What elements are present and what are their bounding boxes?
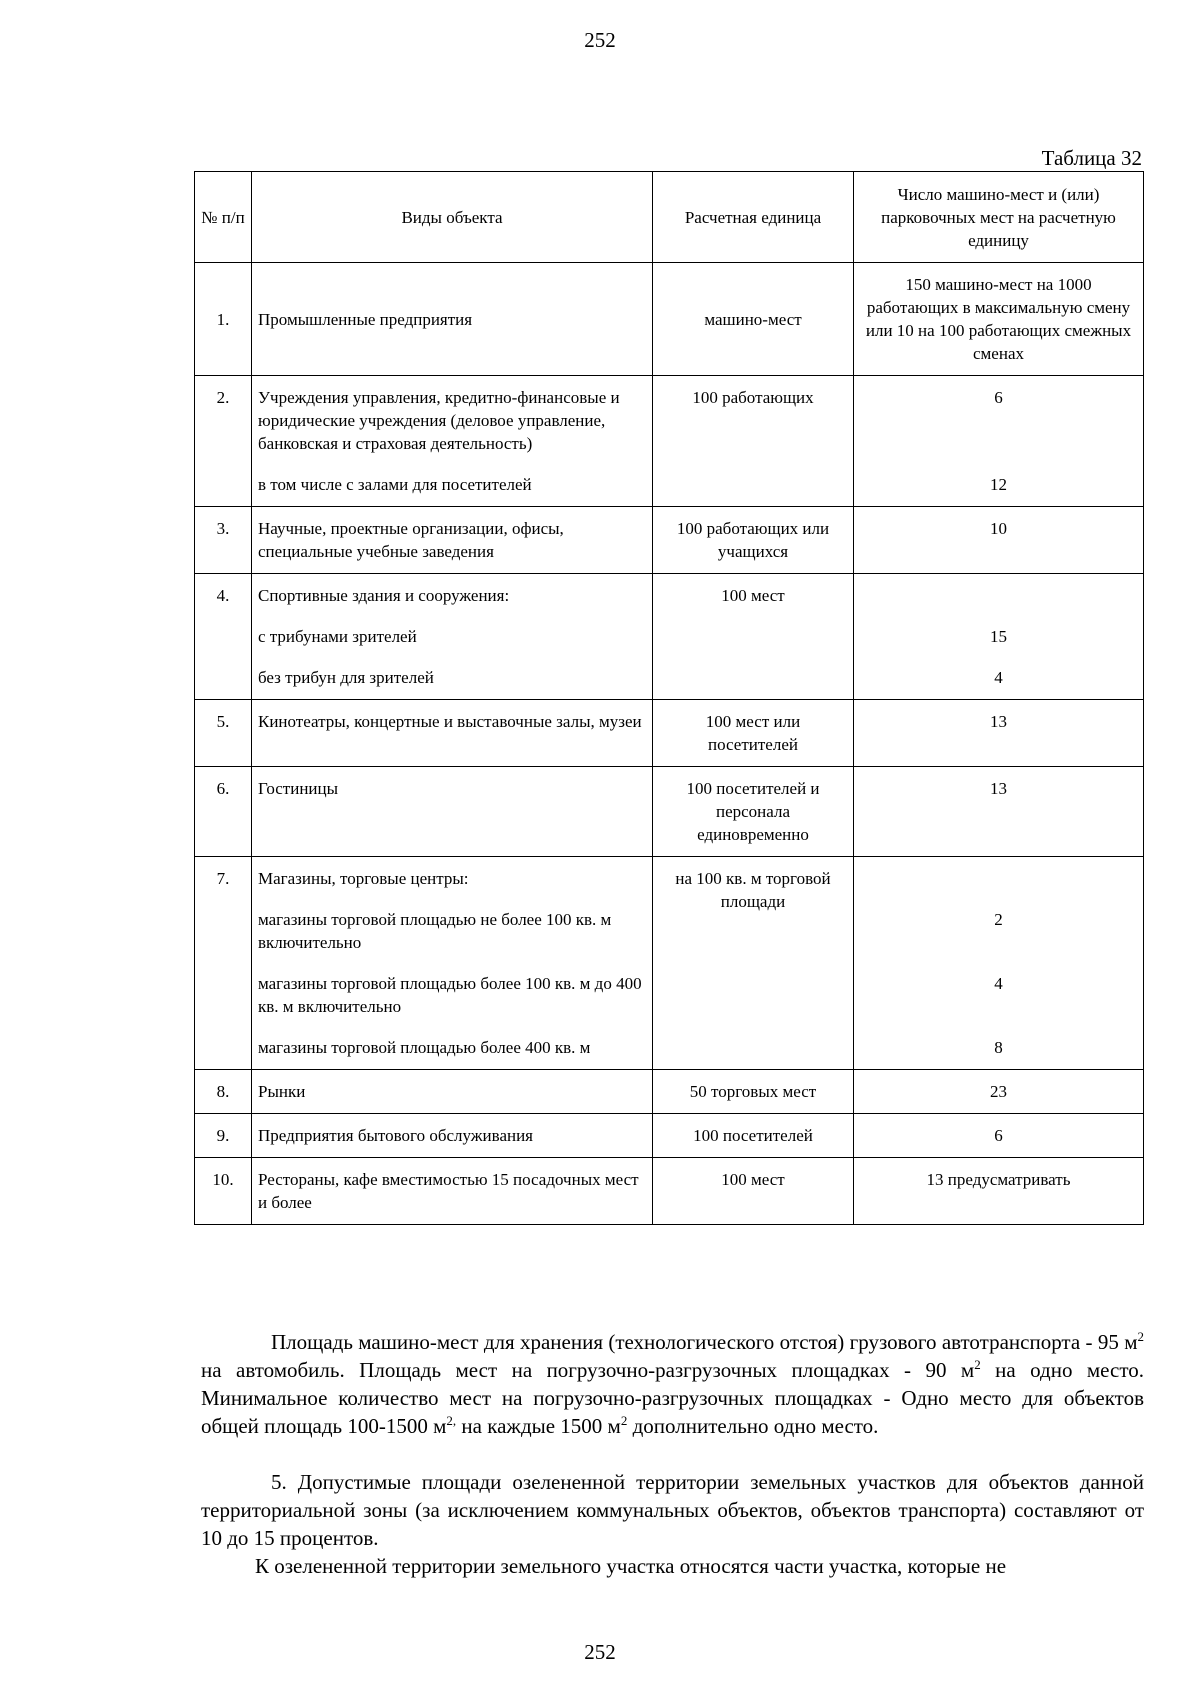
object-type bbox=[252, 767, 653, 857]
object-type-line: магазины торговой площадью более 100 кв. м до 400 кв. м включительно bbox=[258, 974, 642, 1016]
p1-part-d: на каждые 1500 м bbox=[456, 1414, 621, 1438]
object-type bbox=[252, 507, 653, 574]
table-row bbox=[195, 1070, 1144, 1114]
object-type-line: Научные, проектные организации, офисы, специальные учебные заведения bbox=[258, 519, 564, 561]
sup-4: 2 bbox=[620, 1413, 628, 1428]
row-number: 1. bbox=[195, 263, 252, 376]
object-type-line: Гостиницы bbox=[258, 779, 339, 798]
row-number: 2. bbox=[195, 376, 252, 507]
parking-table bbox=[194, 171, 1144, 1225]
p1-part-c: на одно место. Минимальное количество мест на погрузочно-разгрузочных площадках - Одно место для объектов общей площадь 100-1500 м bbox=[201, 1358, 1145, 1438]
object-type-line: в том числе с залами для посетителей bbox=[258, 475, 532, 494]
parking-count bbox=[854, 376, 1144, 507]
parking-count-line: 2 bbox=[994, 910, 1003, 929]
parking-count-line: 150 машино-мест на 1000 работающих в максимальную смену или 10 на 100 работающих смежных сменах bbox=[865, 275, 1132, 363]
parking-count bbox=[854, 1114, 1144, 1158]
parking-count-line bbox=[860, 584, 1137, 607]
parking-count-line bbox=[860, 867, 1137, 890]
paragraph-truck-parking bbox=[201, 1328, 1144, 1440]
table-row bbox=[195, 1158, 1144, 1225]
calc-unit-text: 50 торговых мест bbox=[689, 1082, 817, 1101]
p1-part-e: дополнительно одно место. bbox=[627, 1414, 879, 1438]
calc-unit bbox=[653, 1070, 854, 1114]
table-body bbox=[195, 263, 1144, 1225]
table-row bbox=[195, 700, 1144, 767]
table-row bbox=[195, 507, 1144, 574]
page-number-top: 252 bbox=[584, 28, 616, 52]
calc-unit-text: 100 работающих или учащихся bbox=[676, 519, 830, 561]
row-number: 10. bbox=[195, 1158, 252, 1225]
calc-unit bbox=[653, 507, 854, 574]
calc-unit-text: 100 мест bbox=[721, 1170, 785, 1189]
calc-unit-text: 100 работающих bbox=[692, 388, 814, 407]
header-count: Число машино-мест и (или) парковочных мест на расчетную единицу bbox=[854, 172, 1144, 263]
object-type-line: Рынки bbox=[258, 1082, 306, 1101]
object-type-line: Магазины, торговые центры: bbox=[258, 869, 469, 888]
parking-count-line: 6 bbox=[994, 388, 1003, 407]
calc-unit-text: 100 посетителей и персонала единовременно bbox=[686, 779, 820, 844]
parking-count bbox=[854, 857, 1144, 1070]
object-type bbox=[252, 263, 653, 376]
p1-part-a: Площадь машино-мест для хранения (технологического отстоя) грузового автотранспорта - 95 м bbox=[271, 1330, 1138, 1354]
object-type bbox=[252, 376, 653, 507]
calc-unit bbox=[653, 263, 854, 376]
header-num: № п/п bbox=[195, 172, 252, 263]
header-unit: Расчетная единица bbox=[653, 172, 854, 263]
paragraph-green-territory: К озелененной территории земельного участка относятся части участка, которые не bbox=[255, 1554, 1007, 1578]
object-type-line: Предприятия бытового обслуживания bbox=[258, 1126, 534, 1145]
calc-unit bbox=[653, 700, 854, 767]
object-type bbox=[252, 857, 653, 1070]
parking-count-line: 13 bbox=[990, 712, 1007, 731]
parking-count-line: 8 bbox=[994, 1038, 1003, 1057]
table-row bbox=[195, 857, 1144, 1070]
object-type-line: Кинотеатры, концертные и выставочные залы, музеи bbox=[258, 712, 642, 731]
parking-count bbox=[854, 507, 1144, 574]
row-number: 5. bbox=[195, 700, 252, 767]
calc-unit bbox=[653, 574, 854, 700]
calc-unit bbox=[653, 767, 854, 857]
parking-count-line: 15 bbox=[990, 627, 1007, 646]
calc-unit-text: на 100 кв. м торговой площади bbox=[675, 869, 831, 911]
table-row bbox=[195, 1114, 1144, 1158]
object-type-line: Рестораны, кафе вместимостью 15 посадочных мест и более bbox=[258, 1170, 639, 1212]
object-type-line: магазины торговой площадью не более 100 кв. м включительно bbox=[258, 910, 612, 952]
object-type bbox=[252, 1114, 653, 1158]
calc-unit bbox=[653, 857, 854, 1070]
object-type-line: Учреждения управления, кредитно-финансовые и юридические учреждения (деловое управление, банковская и страховая деятельность) bbox=[258, 388, 620, 453]
header-type: Виды объекта bbox=[252, 172, 653, 263]
table-row bbox=[195, 574, 1144, 700]
table-caption: Таблица 32 bbox=[1041, 146, 1142, 170]
sup-1: 2 bbox=[1137, 1329, 1144, 1344]
parking-count-line: 4 bbox=[994, 668, 1003, 687]
row-number: 3. bbox=[195, 507, 252, 574]
calc-unit bbox=[653, 1114, 854, 1158]
parking-count-line: 10 bbox=[990, 519, 1007, 538]
parking-count bbox=[854, 574, 1144, 700]
object-type-line: Спортивные здания и сооружения: bbox=[258, 586, 510, 605]
object-type bbox=[252, 1070, 653, 1114]
parking-count-line: 6 bbox=[994, 1126, 1003, 1145]
parking-count-line: 4 bbox=[994, 974, 1003, 993]
object-type-line: Промышленные предприятия bbox=[258, 309, 473, 329]
parking-count bbox=[854, 1158, 1144, 1225]
parking-count bbox=[854, 1070, 1144, 1114]
calc-unit-text: 100 мест или посетителей bbox=[705, 712, 801, 754]
parking-count-line: 13 bbox=[990, 779, 1007, 798]
row-number: 6. bbox=[195, 767, 252, 857]
parking-count-line: 13 предусматривать bbox=[926, 1170, 1071, 1189]
sup-2: 2 bbox=[974, 1357, 981, 1372]
object-type-line: без трибун для зрителей bbox=[258, 668, 434, 687]
row-number: 8. bbox=[195, 1070, 252, 1114]
parking-count-line: 12 bbox=[990, 475, 1007, 494]
object-type bbox=[252, 574, 653, 700]
parking-count bbox=[854, 767, 1144, 857]
object-type bbox=[252, 1158, 653, 1225]
paragraph-green-area: 5. Допустимые площади озелененной территории земельных участков для объектов данной территориальной зоны (за исключением коммунальных объектов, объектов транспорта) составляют от 10 до 15 процентов. bbox=[201, 1470, 1144, 1550]
row-number: 9. bbox=[195, 1114, 252, 1158]
table-row bbox=[195, 376, 1144, 507]
calc-unit bbox=[653, 1158, 854, 1225]
parking-count bbox=[854, 263, 1144, 376]
calc-unit-text: 100 посетителей bbox=[693, 1126, 813, 1145]
object-type-line: с трибунами зрителей bbox=[258, 627, 417, 646]
parking-count-line: 23 bbox=[990, 1082, 1007, 1101]
object-type-line: магазины торговой площадью более 400 кв. м bbox=[258, 1038, 591, 1057]
calc-unit bbox=[653, 376, 854, 507]
table-row bbox=[195, 767, 1144, 857]
page-number-bottom: 252 bbox=[584, 1640, 616, 1664]
calc-unit-text: машино-мест bbox=[704, 309, 802, 329]
row-number: 4. bbox=[195, 574, 252, 700]
table-row bbox=[195, 263, 1144, 376]
table-header-row bbox=[195, 172, 1144, 263]
calc-unit-text: 100 мест bbox=[721, 586, 785, 605]
sup-3: 2, bbox=[446, 1413, 457, 1428]
parking-count bbox=[854, 700, 1144, 767]
p1-part-b: на автомобиль. Площадь мест на погрузочно-разгрузочных площадках - 90 м bbox=[201, 1358, 975, 1382]
row-number: 7. bbox=[195, 857, 252, 1070]
object-type bbox=[252, 700, 653, 767]
